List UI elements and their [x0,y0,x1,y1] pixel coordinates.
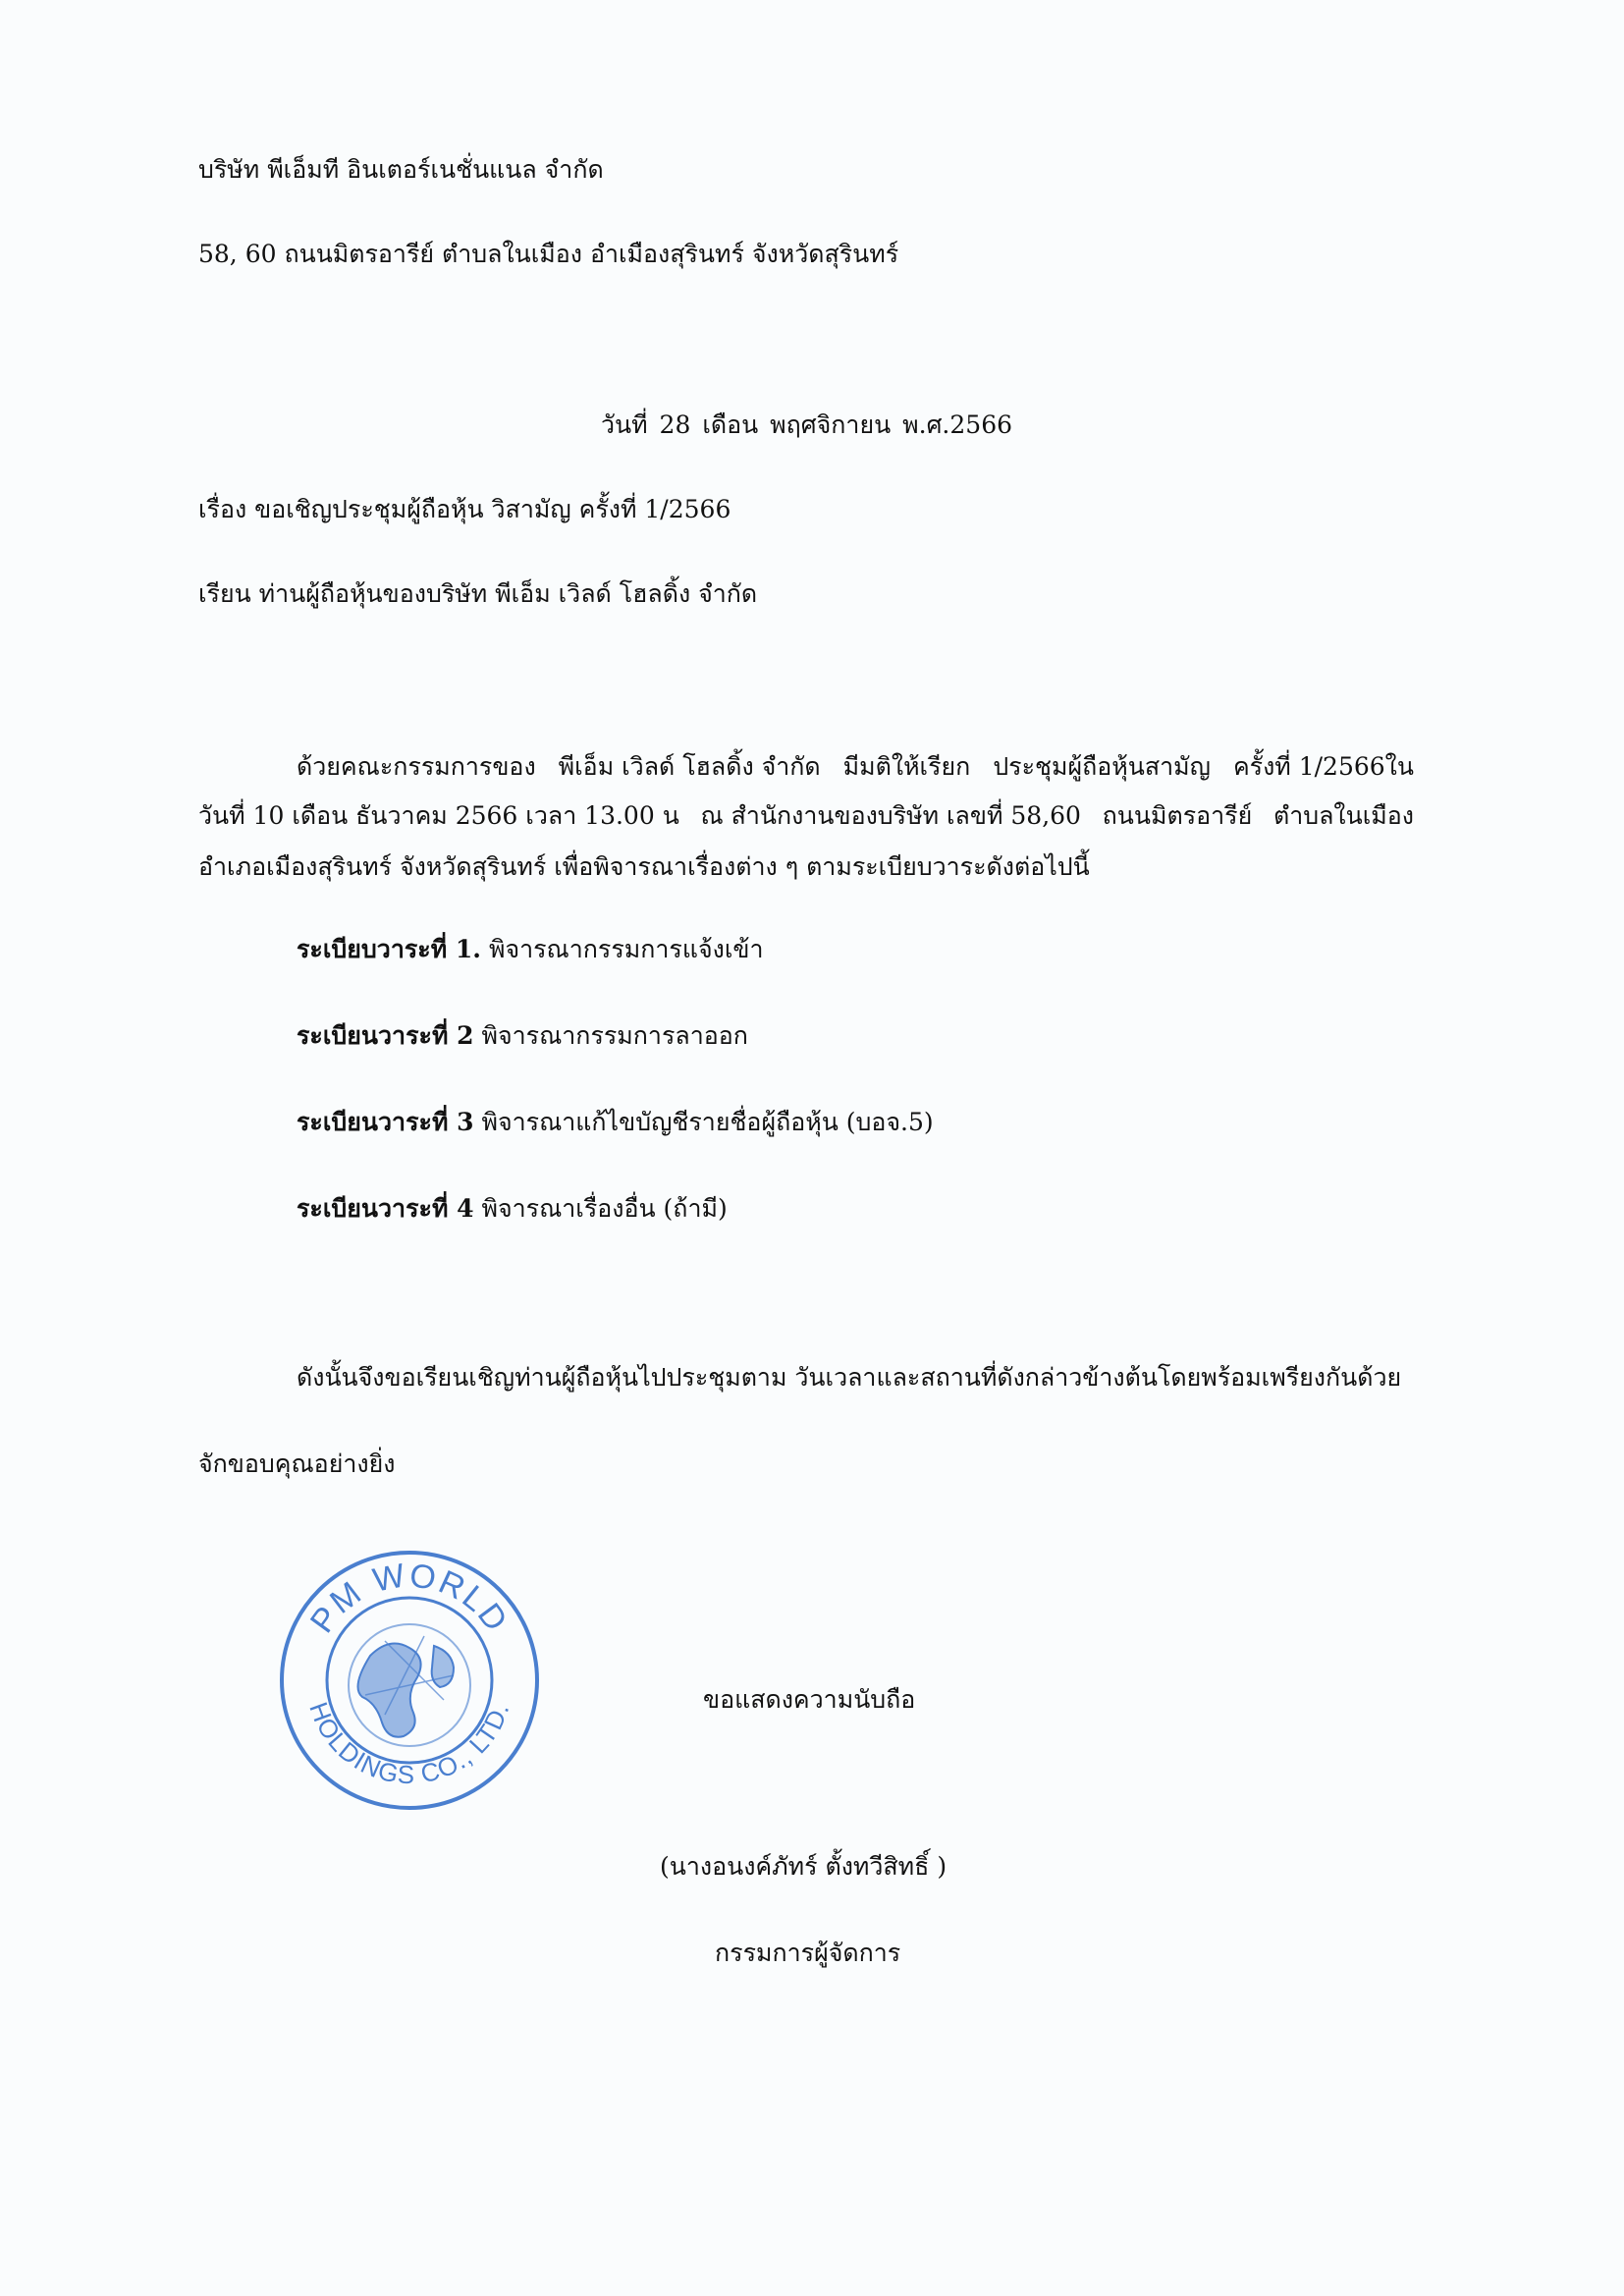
company-seal [277,1548,542,1813]
agenda-item-text: พิจารณาแก้ไขบัญชีรายชื่อผู้ถือหุ้น (บอจ.5) [473,1108,934,1136]
letter-date: วันที่ 28 เดือน พฤศจิกายน พ.ศ.2566 [601,410,1013,439]
body-paragraph-line-3: อำเภอเมืองสุรินทร์ จังหวัดสุรินทร์ เพื่อพิจารณาเรื่องต่าง ๆ ตามระเบียบวาระดังต่อไปนี้ [198,852,1090,881]
letter-subject: เรื่อง ขอเชิญประชุมผู้ถือหุ้น วิสามัญ ครั้งที่ 1/2566 [198,495,731,523]
signatory-name: (นางอนงค์ภัทร์ ตั้งทวีสิทธิ์ ) [660,1852,947,1881]
agenda-item-label: ระเบียนวาระที่ 4 [297,1194,474,1223]
closing-line-2: จักขอบคุณอย่างยิ่ง [198,1449,396,1478]
body-text-segment: วันที่ 10 เดือน ธันวาคม 2566 เวลา 13.00 น [198,801,679,830]
closing-regards: ขอแสดงความนับถือ [703,1685,916,1714]
agenda-item [297,937,764,961]
agenda-item-label: ระเบียนวาระที่ 2 [297,1021,474,1050]
seal-text-top: PM WORLD [302,1557,516,1640]
body-paragraph-line-1 [297,754,1414,779]
body-text-segment: ตำบลในเมือง [1272,801,1414,830]
company-address: 58, 60 ถนนมิตรอารีย์ ตำบลในเมือง อำเมืองสุรินทร์ จังหวัดสุรินทร์ [198,240,899,268]
body-paragraph-line-2 [198,803,1414,828]
agenda-item-text: พิจารณากรรมการแจ้งเข้า [481,935,764,963]
body-text-segment: พีเอ็ม เวิลด์ โฮลดิ้ง จำกัด [558,752,821,781]
body-text-segment: ณ สำนักงานของบริษัท เลขที่ 58,60 [700,801,1081,830]
agenda-item [297,1023,748,1048]
signatory-position: กรรมการผู้จัดการ [715,1939,901,1967]
globe-icon [349,1624,470,1746]
company-name: บริษัท พีเอ็มที อินเตอร์เนชั่นแนล จำกัด [198,155,604,184]
agenda-item-label: ระเบียนวาระที่ 3 [297,1108,474,1136]
agenda-item [297,1196,728,1221]
agenda-item-text: พิจารณาเรื่องอื่น (ถ้ามี) [473,1194,728,1223]
body-text-segment: มีมติให้เรียก [842,752,971,781]
body-text-segment: ครั้งที่ 1/2566ใน [1232,752,1414,781]
body-text-segment: ถนนมิตรอารีย์ [1102,801,1253,830]
body-text-segment: ด้วยคณะกรรมการของ [297,752,536,781]
agenda-item-text: พิจารณากรรมการลาออก [473,1021,748,1050]
closing-line-1: ดังนั้นจึงขอเรียนเชิญท่านผู้ถือหุ้นไปประชุมตาม วันเวลาและสถานที่ดังกล่าวข้างต้นโดยพร้อมเพรียงกันด้วย [297,1363,1402,1392]
seal-text-bottom: HOLDINGS CO., LTD. [303,1698,515,1790]
letter-recipient: เรียน ท่านผู้ถือหุ้นของบริษัท พีเอ็ม เวิลด์ โฮลดิ้ง จำกัด [198,579,758,608]
body-text-segment: ประชุมผู้ถือหุ้นสามัญ [993,752,1211,781]
agenda-item [297,1110,934,1134]
agenda-item-label: ระเบียบวาระที่ 1. [297,935,482,963]
